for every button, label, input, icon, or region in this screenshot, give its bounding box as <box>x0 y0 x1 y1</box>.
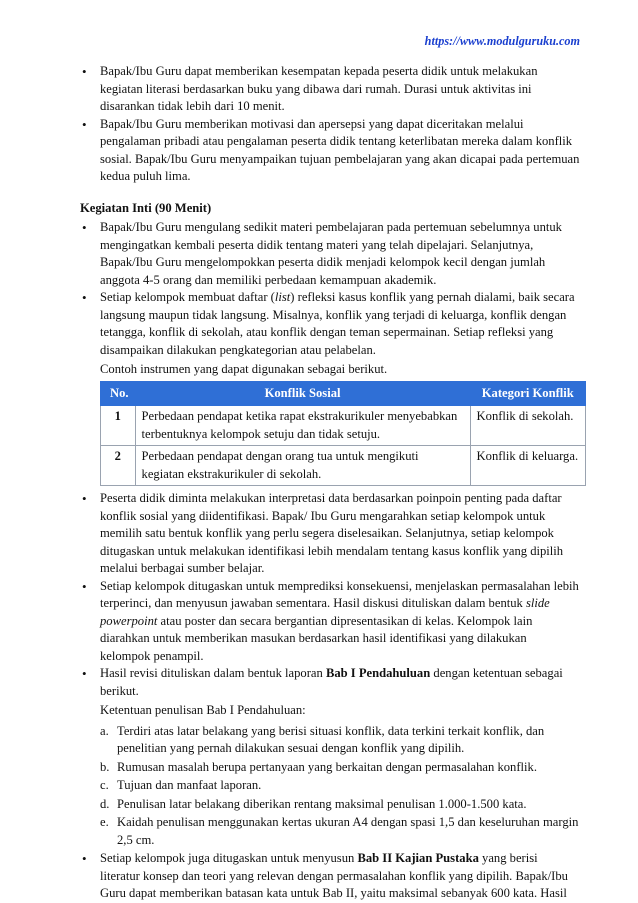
list-item <box>80 289 580 486</box>
cell-kategori: Konflik di keluarga. <box>470 446 585 486</box>
section-heading: Kegiatan Inti (90 Menit) <box>80 200 212 215</box>
cell-no: 2 <box>101 446 136 486</box>
emphasis-text: slide powerpoint <box>100 596 550 628</box>
list-marker: e. <box>100 815 109 829</box>
table-intro: Contoh instrumen yang dapat digunakan sebagai berikut. <box>100 362 388 376</box>
text: Hasil revisi dituliskan dalam bentuk laporan <box>100 666 326 680</box>
bold-text: Bab II Kajian Pustaka <box>357 851 479 865</box>
list-text: Terdiri atas latar belakang yang berisi situasi konflik, data terkini terkait konflik, dan penelitian yang pernah dilakukan sesuai dengan konflik yang dipilih. <box>117 723 545 755</box>
column-header-no: No. <box>101 381 136 406</box>
text: atau poster dan secara bergantian dipresentasikan di kelas. Kelompok lain diarahkan untuk memberikan masukan berdasarkan hasil identifikasi yang dilakukan kelompok penampil. <box>100 613 533 663</box>
text: Setiap kelompok membuat daftar ( <box>100 290 275 304</box>
list-item: • Bapak/Ibu Guru dapat memberikan kesempatan kepada peserta didik untuk melakukan kegiatan literasi berdasarkan buku yang dibawa dari rumah. Durasi untuk aktivitas ini disarankan tidak lebih dari 10 menit. <box>80 63 580 116</box>
list-marker: d. <box>100 796 110 811</box>
text: ) refleksi kasus konflik yang pernah dialami, baik secara langsung maupun tidak langsung. Misalnya, konflik yang terjadi di keluarga, konflik dengan tetangga, konflik di sekolah, atau konflik dengan teman sepermainan. Setiap refleksi yang disampaikan dilakukan pengkategorian atau pelabelan. <box>100 290 575 357</box>
text: Setiap kelompok juga ditugaskan untuk menyusun <box>100 851 358 865</box>
list-marker: b. <box>100 759 110 774</box>
text: dengan ketentuan sebagai berikut. <box>100 666 563 698</box>
text: Setiap kelompok ditugaskan untuk memprediksi konsekuensi, menjelaskan permasalahan lebih terperinci, dan menyusun jawaban sementara. Hasil diskusi dituliskan dalam bentuk <box>100 578 579 610</box>
table-row <box>101 406 586 446</box>
bold-text: Bab I Pendahuluan <box>325 666 431 680</box>
list-item: • Peserta didik diminta melakukan interpretasi data berdasarkan poinpoin penting pada daftar konflik sosial yang diidentifikasi. Bapak/ Ibu Guru mengarahkan setiap kelompok untuk memilih satu bentuk konflik yang perlu segera diselesaikan. Selanjutnya, setiap kelompok ditugaskan untuk melakukan identifikasi lebih mendalam tentang kasus konflik yang dipilih melalui berbagai sumber belajar. <box>80 490 580 578</box>
emphasis-text: list <box>274 290 291 304</box>
list-item <box>100 777 580 795</box>
list-text: Tujuan dan manfaat laporan. <box>117 778 262 792</box>
intro-bullet-list <box>80 63 580 186</box>
list-item <box>80 665 580 849</box>
list-text: Kaidah penulisan menggunakan kertas ukuran A4 dengan spasi 1,5 dan keseluruhan margin 2,5 cm. <box>117 815 579 847</box>
header-url-link[interactable]: https://www.modulguruku.com <box>424 34 580 48</box>
conflict-table <box>100 381 586 487</box>
table-header-row <box>101 381 586 406</box>
list-item <box>80 850 580 903</box>
list-text: Rumusan masalah berupa pertanyaan yang berkaitan dengan permasalahan konflik. <box>117 759 537 774</box>
sub-heading: Ketentuan penulisan Bab I Pendahuluan: <box>100 703 306 717</box>
list-item <box>80 578 580 666</box>
cell-kategori: Konflik di sekolah. <box>470 406 585 446</box>
document-body <box>80 63 580 903</box>
requirements-list <box>100 723 580 850</box>
list-item <box>100 796 580 814</box>
list-item: • Bapak/Ibu Guru memberikan motivasi dan apersepsi yang dapat diceritakan melalui pengalaman pribadi atau pengalaman peserta didik tentang keterlibatan mereka dalam konflik sosial. Bapak/Ibu Guru menyampaikan tujuan pembelajaran yang akan dicapai pada pertemuan kedua puluh lima. <box>80 116 580 186</box>
cell-konflik: Perbedaan pendapat dengan orang tua untuk mengikuti kegiatan ekstrakurikuler di sekolah. <box>135 446 470 486</box>
list-item: • Bapak/Ibu Guru mengulang sedikit materi pembelajaran pada pertemuan sebelumnya untuk mengingatkan kembali peserta didik tentang materi yang telah dipelajari. Selanjutnya, Bapak/Ibu Guru mengelompokkan peserta didik menjadi kelompok kecil dengan jumlah anggota 4-5 orang dan memiliki perbedaan kemampuan akademik. <box>80 219 580 289</box>
cell-no: 1 <box>101 406 136 446</box>
column-header-kategori: Kategori Konflik <box>470 381 585 406</box>
text: yang berisi literatur konsep dan teori yang relevan dengan permasalahan konflik yang dipilih. Bapak/Ibu Guru dapat memberikan batasan kata untuk Bab II, yaitu maksimal sebanyak 600 kata. Hasil <box>100 851 568 900</box>
list-text: Penulisan latar belakang diberikan rentang maksimal penulisan 1.000-1.500 kata. <box>117 796 527 811</box>
core-bullet-list <box>80 219 580 903</box>
list-marker: c. <box>100 778 109 792</box>
list-item <box>100 723 580 758</box>
table-row <box>101 446 586 486</box>
column-header-konflik: Konflik Sosial <box>135 381 470 406</box>
list-item <box>100 814 580 849</box>
cell-konflik: Perbedaan pendapat ketika rapat ekstrakurikuler menyebabkan terbentuknya kelompok setuju dan tidak setuju. <box>135 406 470 446</box>
list-marker: a. <box>100 723 109 738</box>
list-item <box>100 759 580 777</box>
